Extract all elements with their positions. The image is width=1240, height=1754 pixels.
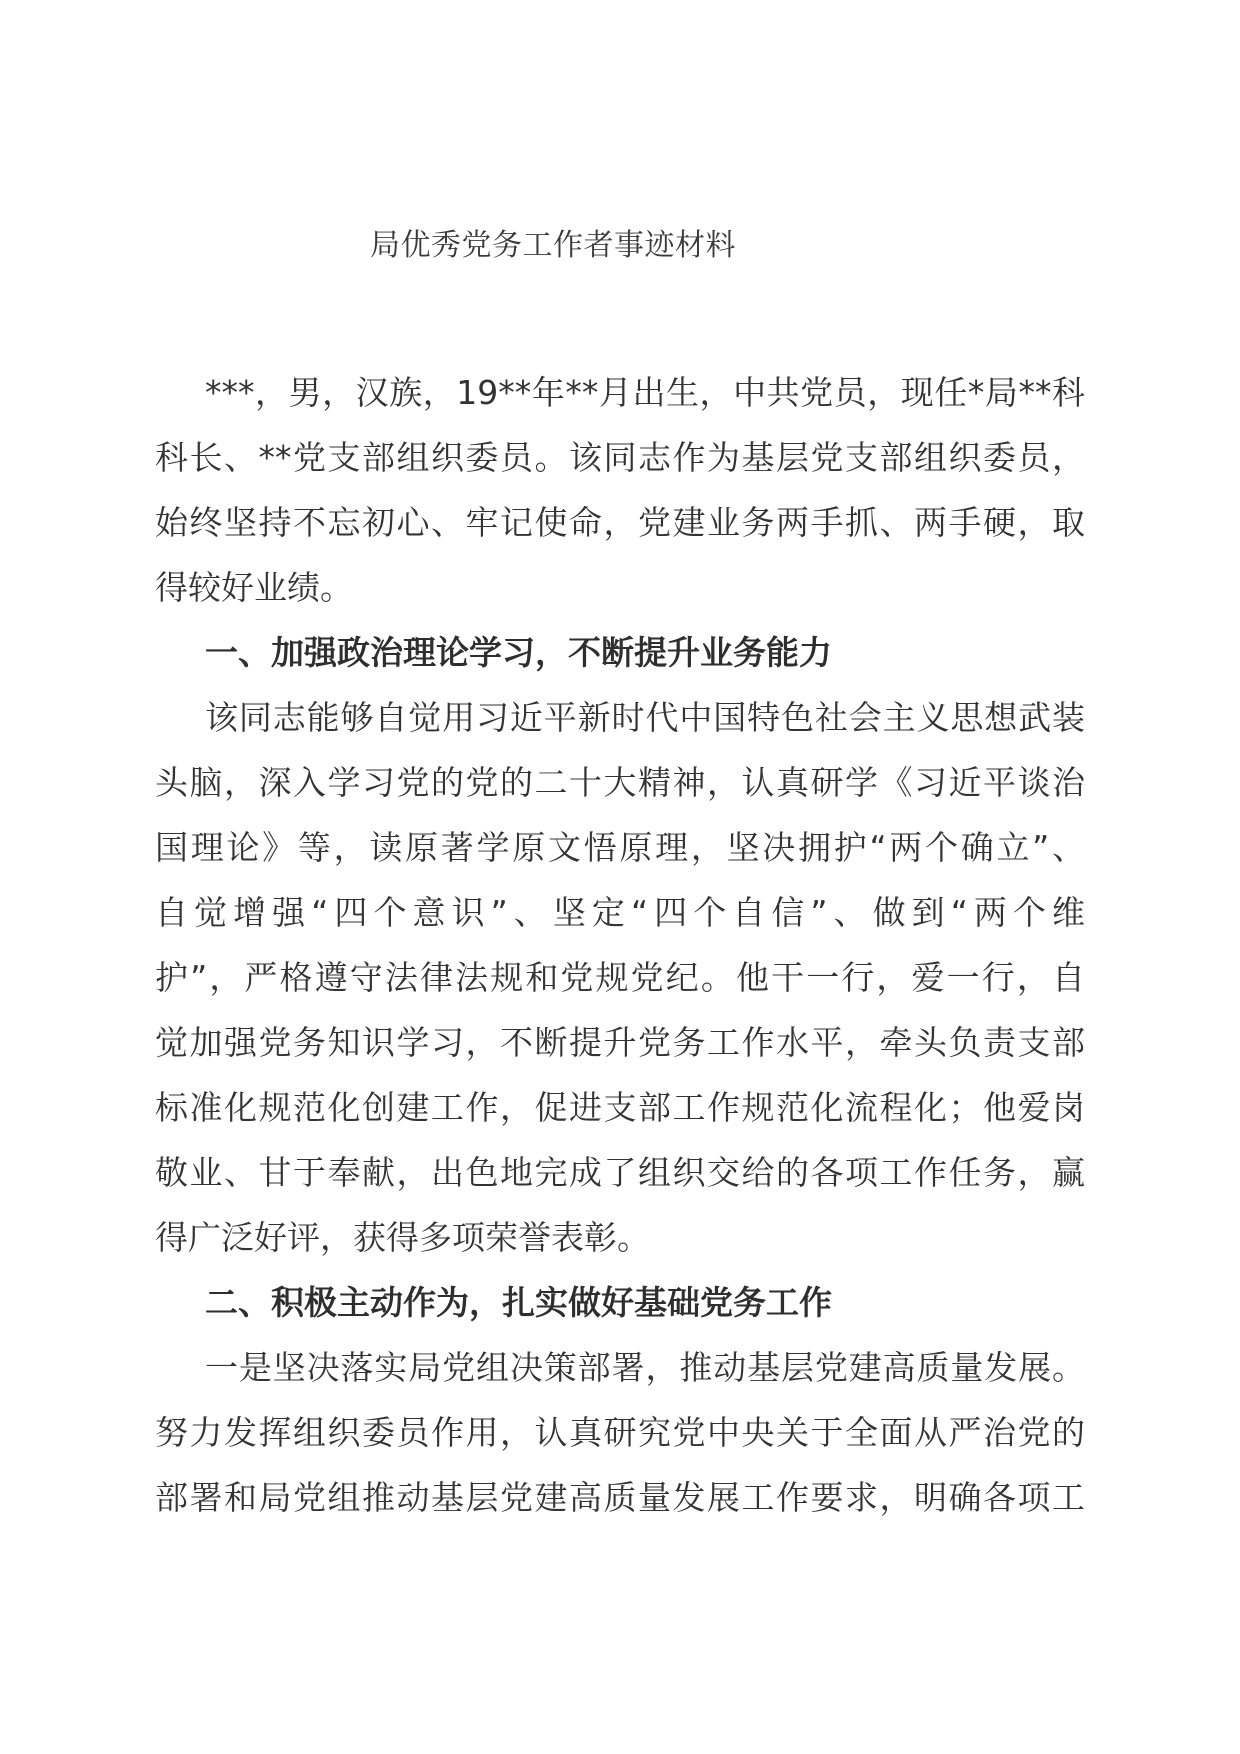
section1-line: 自觉增强“四个意识”、坚定“四个自信”、做到“两个维 (155, 893, 1085, 932)
intro-line: 得较好业绩。 (155, 568, 353, 607)
section-heading: 二、积极主动作为，扎实做好基础党务工作 (205, 1283, 832, 1322)
section1-line: 国理论》等，读原著学原文悟原理，坚决拥护“两个确立”、 (155, 828, 1085, 867)
intro-line: 科长、**党支部组织委员。该同志作为基层党支部组织委员， (155, 438, 1085, 477)
section2-line: 一是坚决落实局党组决策部署，推动基层党建高质量发展。 (205, 1348, 1085, 1387)
intro-line: ***，男，汉族，19**年**月出生，中共党员，现任*局**科 (205, 373, 1085, 412)
section2-line: 部署和局党组推动基层党建高质量发展工作要求，明确各项工 (155, 1478, 1085, 1517)
document-title: 局优秀党务工作者事迹材料 (370, 228, 736, 263)
section1-line: 敬业、甘于奉献，出色地完成了组织交给的各项工作任务，赢 (155, 1153, 1085, 1192)
document-body (155, 360, 1085, 1530)
section1-line: 该同志能够自觉用习近平新时代中国特色社会主义思想武装 (205, 698, 1085, 737)
section1-line: 标准化规范化创建工作，促进支部工作规范化流程化；他爱岗 (155, 1088, 1085, 1127)
intro-line: 始终坚持不忘初心、牢记使命，党建业务两手抓、两手硬，取 (155, 503, 1085, 542)
section1-line: 觉加强党务知识学习，不断提升党务工作水平，牵头负责支部 (155, 1023, 1085, 1062)
section-heading: 一、加强政治理论学习，不断提升业务能力 (205, 633, 832, 672)
section1-line: 得广泛好评，获得多项荣誉表彰。 (155, 1218, 650, 1257)
section2-line: 努力发挥组织委员作用，认真研究党中央关于全面从严治党的 (155, 1413, 1085, 1452)
section1-line: 护”，严格遵守法律法规和党规党纪。他干一行，爱一行，自 (155, 958, 1085, 997)
section1-line: 头脑，深入学习党的党的二十大精神，认真研学《习近平谈治 (155, 763, 1085, 802)
